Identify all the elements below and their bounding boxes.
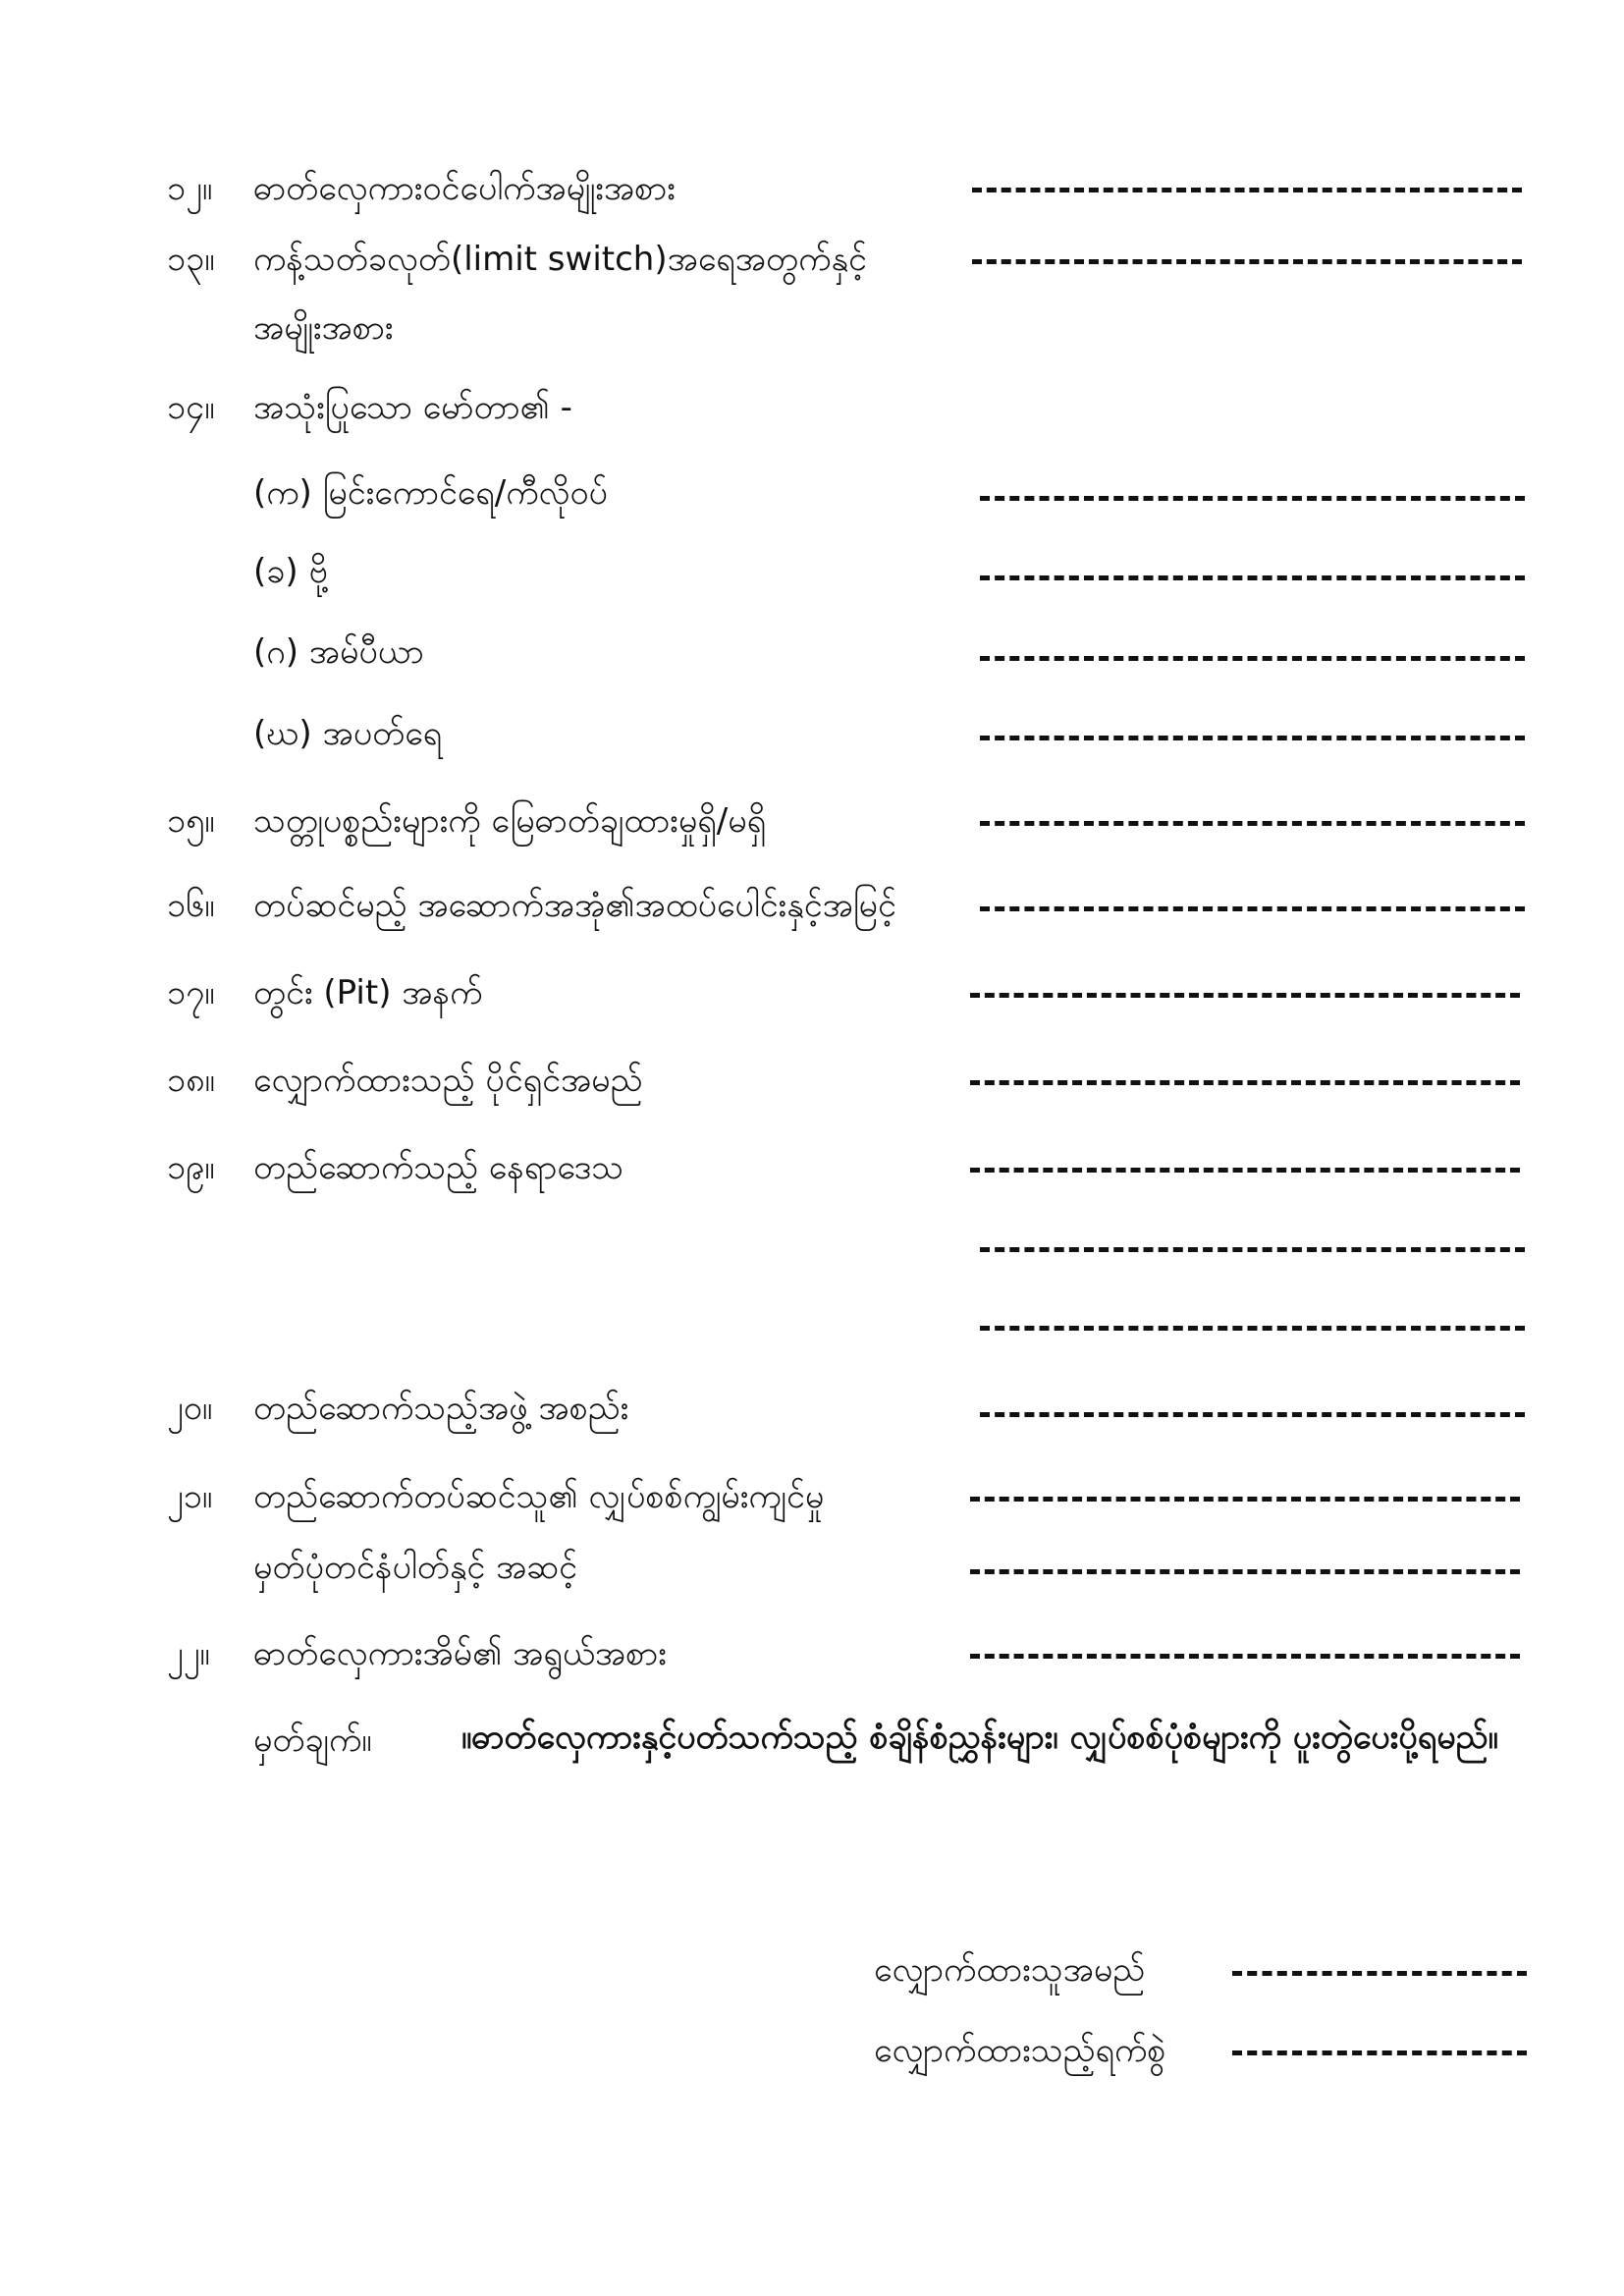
item-number: ၂၁။: [167, 1477, 213, 1516]
applicant-name-blank[interactable]: [1232, 1971, 1527, 1976]
sub-item-label: (ဃ) အပတ်ရေ: [253, 714, 443, 753]
blank-line-item-13[interactable]: [972, 259, 1522, 264]
item-label: တည်ဆောက်တပ်ဆင်သူ၏ လျှပ်စစ်ကျွမ်းကျင်မှု: [253, 1477, 825, 1516]
blank-line-item-20[interactable]: [980, 1412, 1525, 1417]
blank-line-item-21-2[interactable]: [970, 1569, 1520, 1574]
item-label: သတ္တုပစ္စည်းများကို မြေဓာတ်ချထားမှုရှိ/မရှိ: [253, 801, 767, 841]
item-label: အသုံးပြုသော မော်တာ၏ -: [253, 388, 572, 427]
blank-line-item-18[interactable]: [970, 1080, 1520, 1085]
item-number: ၂၀။: [167, 1389, 213, 1428]
item-number: ၁၄။: [167, 388, 215, 427]
item-label: တည်ဆောက်သည့် နေရာဒေသ: [253, 1148, 624, 1187]
item-label-line2: အမျိုးအစား: [253, 308, 394, 348]
item-label: လျှောက်ထားသည့် ပိုင်ရှင်အမည်: [253, 1061, 643, 1100]
blank-line-item-16[interactable]: [980, 906, 1525, 911]
item-number: ၁၆။: [167, 886, 215, 925]
item-number: ၁၈။: [167, 1061, 215, 1100]
item-label: ကန့်သတ်ခလုတ်(limit switch)အရေအတွက်နှင့်: [253, 240, 867, 279]
sub-item-label: (ခ) ဗို့: [253, 552, 328, 591]
blank-line-item-17[interactable]: [970, 993, 1520, 998]
item-number: ၂၂။: [167, 1634, 210, 1673]
applicant-name-label: လျှောက်ထားသူအမည်: [874, 1950, 1146, 1990]
application-date-blank[interactable]: [1232, 2050, 1527, 2055]
item-number: ၁၇။: [167, 973, 215, 1012]
blank-line-item-14-ga[interactable]: [980, 656, 1525, 661]
blank-line-item-15[interactable]: [980, 821, 1525, 826]
blank-line-item-19-1[interactable]: [970, 1168, 1520, 1173]
item-number: ၁၅။: [167, 801, 215, 841]
blank-line-item-14-gha[interactable]: [980, 736, 1525, 740]
note-label: မှတ်ချက်။: [253, 1721, 372, 1760]
item-label: ဓာတ်လှေကားဝင်ပေါက်အမျိုးအစား: [253, 169, 676, 208]
item-label: တပ်ဆင်မည့် အဆောက်အအုံ၏အထပ်ပေါင်းနှင့်အမြင့်: [253, 886, 896, 925]
item-label: တွင်း (Pit) အနက်: [253, 973, 483, 1012]
item-number: ၁၉။: [167, 1148, 215, 1187]
blank-line-item-14-kha[interactable]: [980, 575, 1525, 580]
blank-line-item-21-1[interactable]: [970, 1497, 1520, 1502]
blank-line-item-22[interactable]: [970, 1654, 1520, 1659]
application-date-label: လျှောက်ထားသည့်ရက်စွဲ: [874, 2031, 1166, 2070]
blank-line-item-19-2[interactable]: [980, 1247, 1525, 1252]
blank-line-item-14-ka[interactable]: [980, 496, 1525, 501]
sub-item-label: (ဂ) အမ်ပီယာ: [253, 632, 424, 672]
blank-line-item-12[interactable]: [972, 188, 1522, 192]
note-text: ။ဓာတ်လှေကားနှင့်ပတ်သက်သည့် စံချိန်စံညွှန်းများ၊ လျှပ်စစ်ပုံစံများကို ပူးတွဲပေးပို့ရမည်။: [461, 1718, 1498, 1757]
sub-item-label: (က) မြင်းကောင်ရေ/ကီလိုဝပ်: [253, 473, 608, 513]
item-label-line2: မှတ်ပုံတင်နံပါတ်နှင့် အဆင့်: [253, 1548, 578, 1587]
item-number: ၁၃။: [167, 240, 215, 279]
blank-line-item-19-3[interactable]: [980, 1326, 1525, 1331]
item-label: ဓာတ်လှေကားအိမ်၏ အရွယ်အစား: [253, 1634, 667, 1673]
item-number: ၁၂။: [167, 169, 213, 208]
item-label: တည်ဆောက်သည့်အဖွဲ့ အစည်း: [253, 1389, 629, 1428]
